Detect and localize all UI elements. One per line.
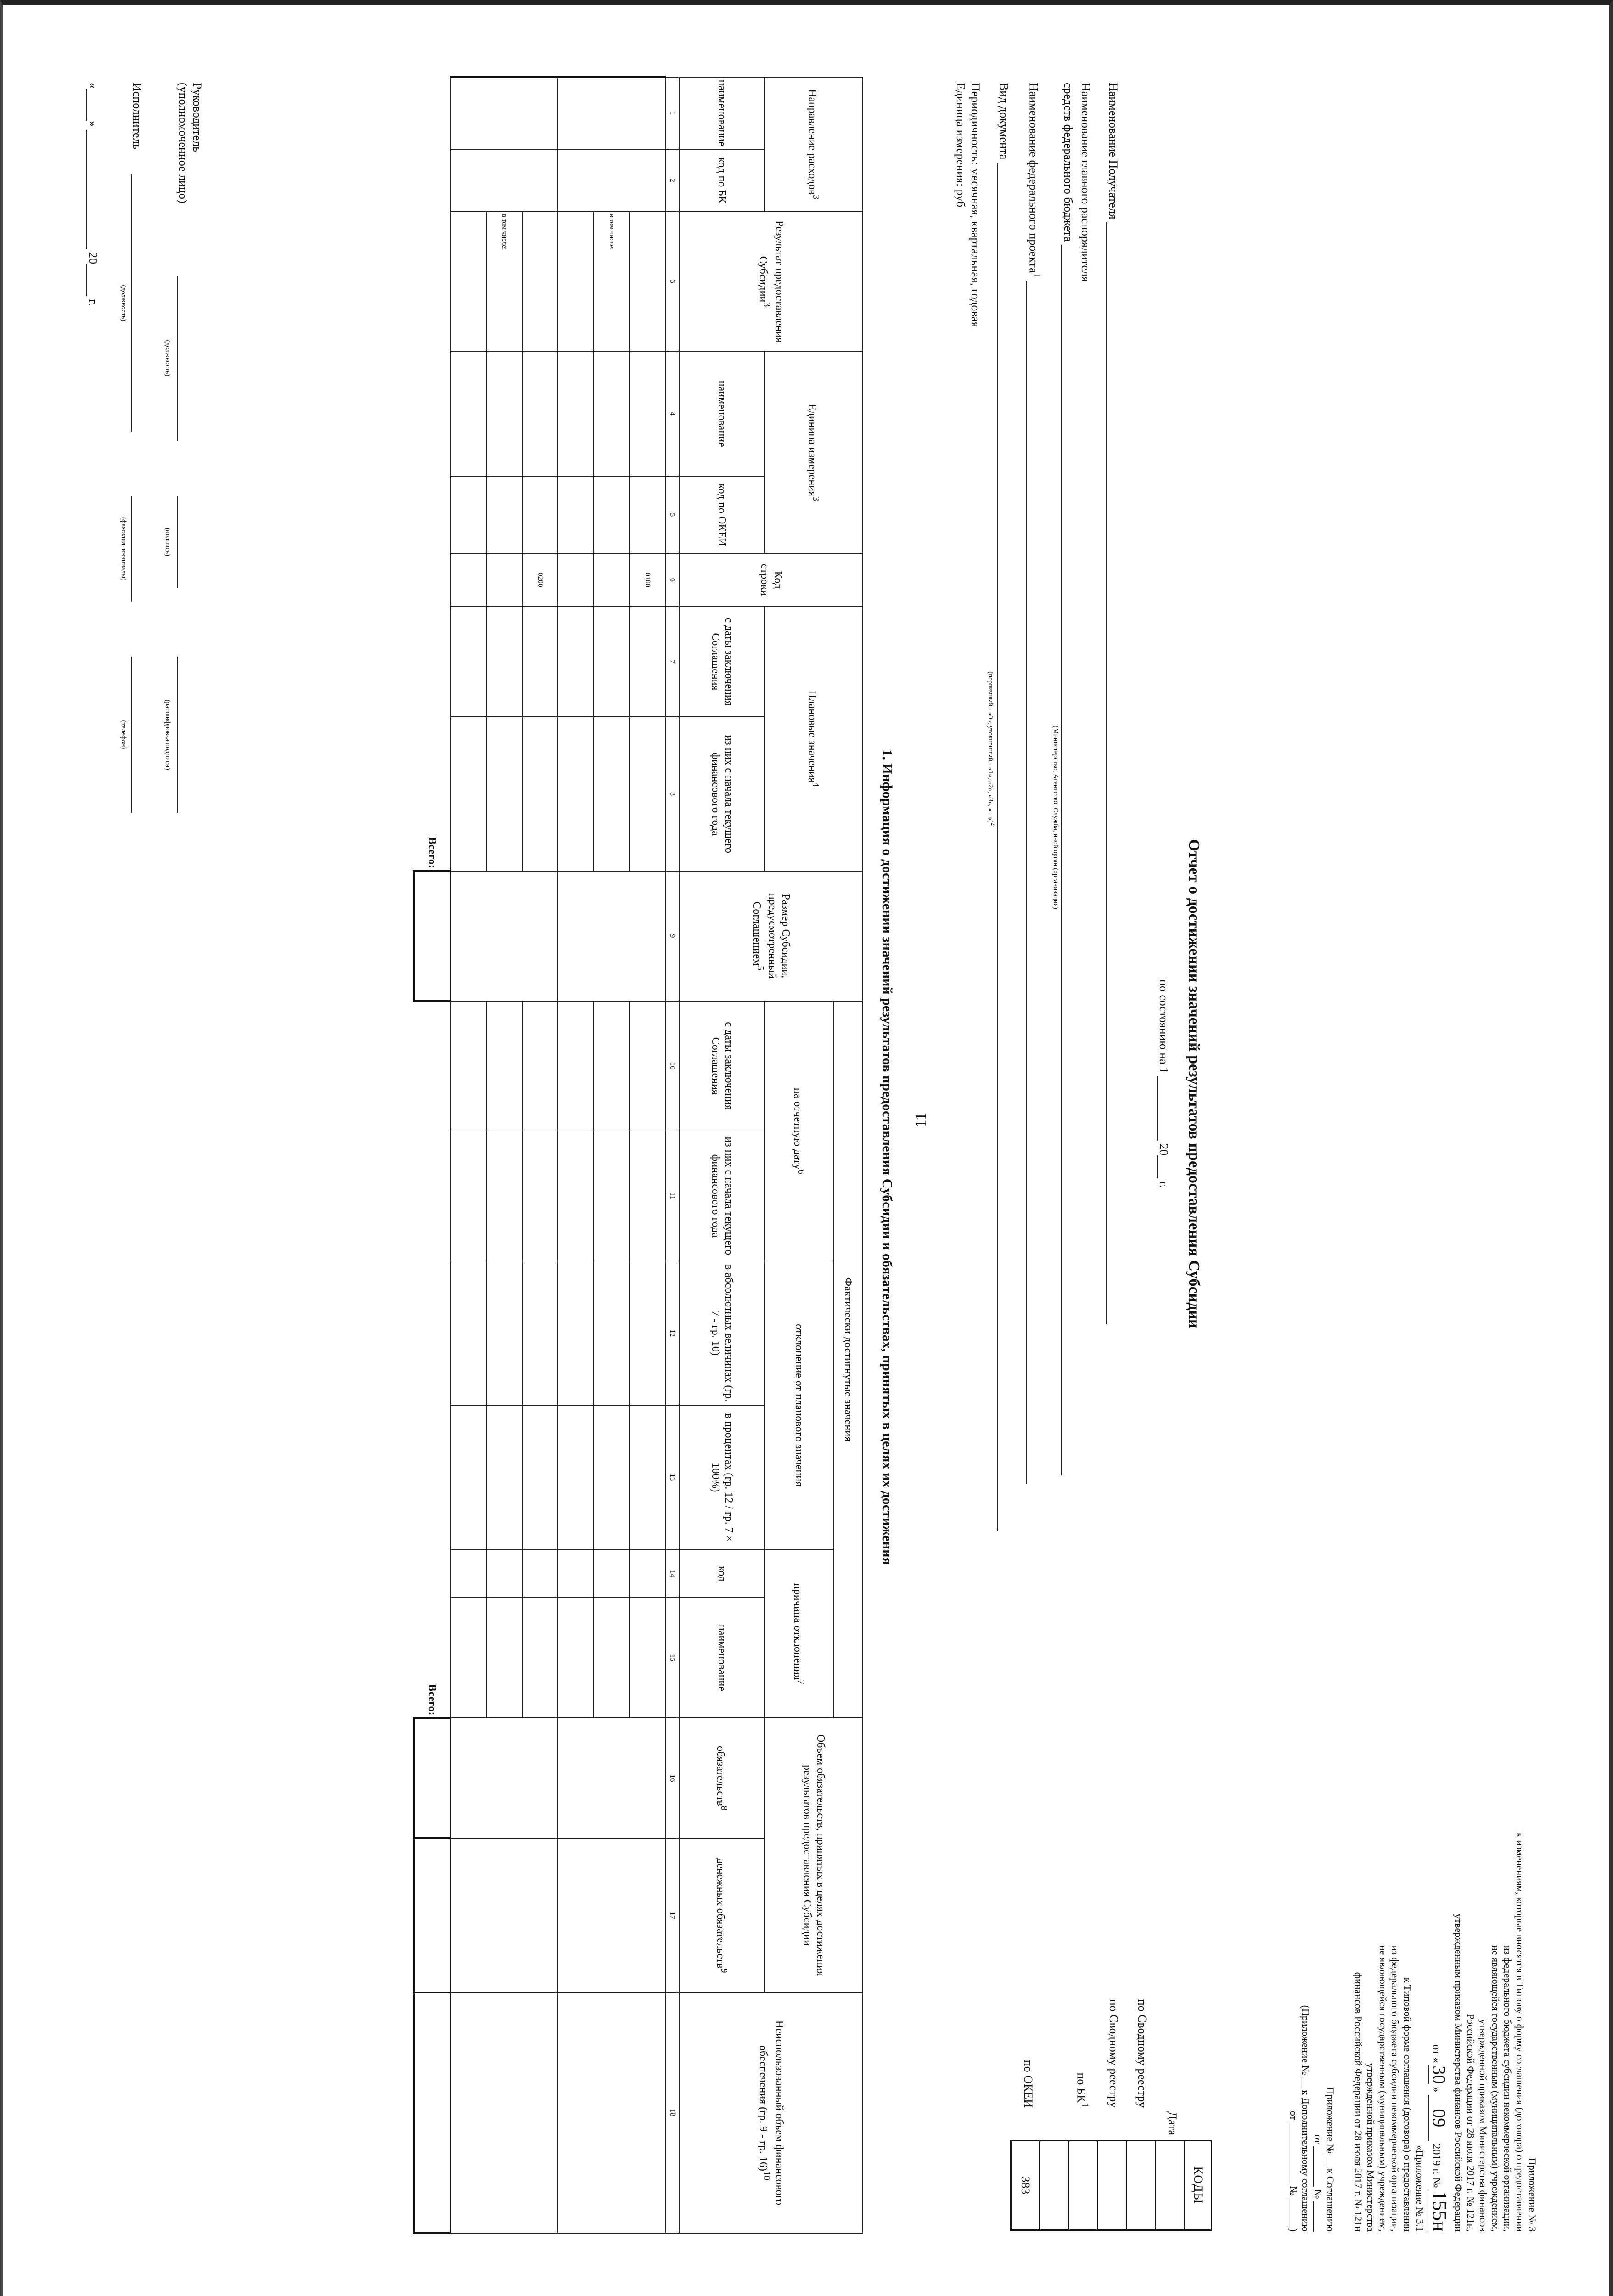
- total-label-left: Всего:: [426, 837, 438, 868]
- cell-direction-name[interactable]: [558, 77, 665, 149]
- federal-project-line[interactable]: [1026, 281, 1039, 1484]
- cell[interactable]: [558, 1261, 594, 1405]
- cell[interactable]: [558, 351, 594, 477]
- report-table: [413, 76, 863, 2234]
- cell[interactable]: [558, 1405, 594, 1549]
- hint-doc-type: (первичный - «0», уточненный - «1», «2», «3», «...»)$^2$: [987, 671, 996, 826]
- order-number: 155н: [1428, 2190, 1451, 2232]
- total-oblig[interactable]: [414, 1718, 450, 1838]
- th-plan-from-agreement: с даты заключения Соглашения: [679, 606, 764, 717]
- cell[interactable]: [450, 606, 486, 717]
- sub-note-line: утвержденной приказом Министерства: [1365, 2063, 1377, 2232]
- top-note-line: к изменениям, которые вносятся в Типовую форму соглашения (договора) о предоставлении: [1514, 1832, 1526, 2232]
- as-of-year-line[interactable]: [1157, 1155, 1169, 1178]
- gr-line[interactable]: [1061, 245, 1074, 1475]
- column-number-row: [665, 77, 679, 2234]
- cell[interactable]: [594, 1550, 629, 1598]
- hint-ministry: (Министерство, Агентство, Служба, иной орган (организация): [1052, 726, 1059, 909]
- field-gr: Наименование главного распорядителя: [1079, 83, 1092, 282]
- th-row-code: Код строки: [679, 553, 863, 606]
- executor-phone-line[interactable]: [131, 657, 144, 813]
- report-fields: [953, 83, 1120, 1552]
- cell[interactable]: [486, 1550, 522, 1598]
- cell[interactable]: [629, 351, 665, 477]
- cell[interactable]: [594, 1001, 629, 1131]
- col-num: 9: [665, 871, 679, 1001]
- col-num: 13: [665, 1405, 679, 1549]
- cell[interactable]: [486, 1598, 522, 1718]
- top-note: [1428, 1598, 1538, 2232]
- code-registry-1[interactable]: [1127, 2141, 1156, 2230]
- codes-label-registry-1: по Сводному реестру: [1135, 1999, 1149, 2108]
- col-num: 17: [665, 1838, 679, 1992]
- th-obligations: Объем обязательств, принятых в целях достижения результатов предоставления Субсидии: [764, 1718, 863, 1992]
- date-day-line[interactable]: [86, 89, 99, 121]
- cell-in-that-number: в том числе:: [486, 212, 522, 351]
- col-num: 4: [665, 351, 679, 477]
- sub-note-line: из федерального бюджета субсидии некоммерческой организации,: [1389, 1945, 1401, 2232]
- cell-in-that-number: в том числе:: [594, 212, 629, 351]
- cell-result[interactable]: [629, 212, 665, 351]
- cell[interactable]: [629, 606, 665, 717]
- col-num: 18: [665, 1992, 679, 2233]
- signature-executor-row: Исполнитель: [128, 83, 144, 1460]
- cell[interactable]: [558, 717, 594, 871]
- head-decode-line[interactable]: [177, 657, 190, 813]
- cell[interactable]: [558, 1598, 594, 1718]
- cell[interactable]: [558, 1001, 594, 1131]
- cell-oblig[interactable]: [450, 1718, 558, 1838]
- cell[interactable]: [522, 1261, 558, 1405]
- signature-block: [86, 83, 204, 1460]
- signature-executor-captions: (должность) (фамилия, инициалы) (телефон): [119, 285, 127, 749]
- cell[interactable]: [558, 476, 594, 553]
- total-unused[interactable]: [414, 1992, 450, 2233]
- code-okei[interactable]: 383: [1011, 2141, 1040, 2230]
- total-label-right: Всего:: [426, 1684, 438, 1716]
- sub-note-line: не являющейся государственным (муниципальным) учреждением,: [1377, 1945, 1389, 2232]
- cell-result[interactable]: [522, 212, 558, 351]
- th-money-oblig: денежных обязательств$^9$: [679, 1838, 764, 1992]
- th-dev-abs: в абсолютных величинах (гр. 7 - гр. 10): [679, 1261, 764, 1405]
- top-note-line: Российской Федерации от 28 июля 2017 г. № 121н,: [1465, 2014, 1477, 2232]
- codes-label-registry-2: по Сводному реестру: [1107, 1999, 1120, 2108]
- th-dev-pct: в процентах (гр. 12 / гр. 7 × 100%): [679, 1405, 764, 1549]
- col-num: 7: [665, 606, 679, 717]
- cell-code-bk[interactable]: [450, 149, 558, 212]
- cell[interactable]: [629, 1131, 665, 1261]
- cell[interactable]: [450, 1550, 486, 1598]
- page-number: 11: [912, 1112, 930, 1128]
- field-doc-type: Вид документа: [996, 83, 1011, 1552]
- th-unit: Единица измерения$^3$: [764, 351, 863, 553]
- cell[interactable]: [629, 717, 665, 871]
- codes-label-bk: по $БК^1$: [1074, 2072, 1090, 2108]
- cell[interactable]: [594, 351, 629, 477]
- cell[interactable]: [629, 1261, 665, 1405]
- th-unit-code: код по ОКЕИ: [679, 476, 764, 553]
- field-federal-project: Наименование федерального проекта$^1$: [1011, 83, 1043, 1552]
- cell[interactable]: [558, 1550, 594, 1598]
- col-num: 11: [665, 1131, 679, 1261]
- table-row: [629, 77, 665, 2234]
- sub-note: [1352, 1598, 1426, 2232]
- cell[interactable]: [486, 606, 522, 717]
- executor-fio-line[interactable]: [131, 496, 144, 602]
- cell[interactable]: [522, 606, 558, 717]
- top-note-line: Приложение № 3: [1527, 2157, 1538, 2232]
- cell[interactable]: [486, 351, 522, 477]
- report-as-of: по состоянию на 1 20 г.: [1157, 979, 1170, 1188]
- head-signature-line[interactable]: [177, 496, 190, 588]
- th-deviation: отклонение от планового значения: [764, 1261, 833, 1550]
- cell[interactable]: [629, 1550, 665, 1598]
- codes-table: [1010, 2140, 1212, 2231]
- cell[interactable]: [594, 1598, 629, 1718]
- cell[interactable]: [594, 1405, 629, 1549]
- cell-money-oblig[interactable]: [450, 1838, 558, 1992]
- top-note-line: утвержденным приказом Министерства финансов Российской Федерации: [1453, 1913, 1465, 2232]
- code-registry-2[interactable]: [1098, 2141, 1127, 2230]
- sub-note-line: «Приложение № 3.1: [1414, 2145, 1426, 2232]
- signature-head-row: (уполномоченное лицо): [172, 83, 190, 1460]
- date-month-line[interactable]: [86, 130, 99, 249]
- cell-unused[interactable]: [558, 1992, 665, 2233]
- cell[interactable]: [629, 476, 665, 553]
- cell[interactable]: [594, 476, 629, 553]
- top-note-line: утвержденной приказом Министерства финансов: [1477, 2019, 1489, 2232]
- table-row: [522, 77, 558, 2234]
- cell-unused[interactable]: [450, 1992, 558, 2233]
- cell-row-code: 0100: [629, 553, 665, 606]
- cell[interactable]: [522, 1001, 558, 1131]
- cell[interactable]: [486, 1001, 522, 1131]
- field-unit: Единица измерения: руб: [954, 83, 967, 208]
- cell-subsidy-size[interactable]: [558, 871, 665, 1001]
- cell[interactable]: [558, 212, 594, 351]
- cell[interactable]: [629, 1001, 665, 1131]
- cell[interactable]: [486, 1261, 522, 1405]
- col-num: 1: [665, 77, 679, 149]
- cell-row-code: 0200: [522, 553, 558, 606]
- date-year-line[interactable]: [86, 264, 99, 296]
- appendix-note: Приложение № __ к Соглашению от ________ № ______ (Приложение № __ к Дополнительному соглашению от ____________ № ______): [1287, 2005, 1336, 2232]
- th-unused: Неиспользованный объем финансового обеспечения (гр. 9 - гр. 16)$^{10}$: [679, 1992, 863, 2233]
- codes-label-okei: по ОКЕИ: [1022, 2060, 1035, 2108]
- sub-note-line: к Типовой форме соглашения (договора) о предоставлении: [1402, 1977, 1414, 2232]
- th-on-date-of-them: из них с начала текущего финансового года: [679, 1131, 764, 1261]
- field-periodicity: Периодичность: месячная, квартальная, годовая: [969, 83, 982, 327]
- codes-label-date: Дата: [1166, 2111, 1179, 2135]
- cell[interactable]: [450, 212, 486, 351]
- col-num: 3: [665, 212, 679, 351]
- total-subsidy-size[interactable]: [414, 871, 450, 1001]
- cell[interactable]: [629, 1405, 665, 1549]
- order-month: 09: [1428, 2095, 1450, 2141]
- code-date[interactable]: [1156, 2141, 1185, 2230]
- cell[interactable]: [594, 717, 629, 871]
- th-unit-name: наименование: [679, 351, 764, 477]
- cell[interactable]: [522, 1598, 558, 1718]
- cell[interactable]: [450, 1131, 486, 1261]
- code-empty[interactable]: [1040, 2141, 1069, 2230]
- cell[interactable]: [450, 351, 486, 477]
- cell[interactable]: [450, 1001, 486, 1131]
- col-num: 12: [665, 1261, 679, 1405]
- cell[interactable]: [486, 476, 522, 553]
- field-gr-2: средств федерального бюджета: [1060, 83, 1075, 1552]
- cell[interactable]: [486, 1131, 522, 1261]
- codes-label-empty: [1042, 1745, 1071, 2108]
- cell[interactable]: [522, 1131, 558, 1261]
- cell[interactable]: [522, 1550, 558, 1598]
- total-money-oblig[interactable]: [414, 1838, 450, 1992]
- top-note-line: из федерального бюджета субсидии некоммерческой организации,: [1502, 1945, 1514, 2232]
- th-on-date-from-agreement: с даты заключения Соглашения: [679, 1001, 764, 1131]
- as-of-month-line[interactable]: [1157, 1076, 1169, 1141]
- doc-type-line[interactable]: [997, 163, 1010, 1531]
- cell-money-oblig[interactable]: [558, 1838, 665, 1992]
- cell[interactable]: [450, 1261, 486, 1405]
- th-on-date: на отчетную дату$^6$: [764, 1001, 833, 1261]
- cell[interactable]: [594, 1261, 629, 1405]
- th-result: Результат предоставления Субсидии$^3$: [679, 212, 863, 351]
- order-line: от « 30 » 09 2019 г. № 155н: [1428, 2044, 1451, 2232]
- sub-note-line: финансов Российской Федерации от 28 июля 2017 г. № 121н: [1352, 1972, 1364, 2232]
- cell[interactable]: [522, 1405, 558, 1549]
- th-actual: Фактически достигнутые значения: [833, 1001, 863, 1718]
- cell[interactable]: [522, 351, 558, 477]
- code-bk[interactable]: [1069, 2141, 1098, 2230]
- col-num: 2: [665, 149, 679, 212]
- th-reason-code: код: [679, 1550, 764, 1598]
- cell-oblig[interactable]: [558, 1718, 665, 1838]
- cell[interactable]: [450, 1598, 486, 1718]
- col-num: 14: [665, 1550, 679, 1598]
- field-recipient: Наименование Получателя: [1093, 83, 1120, 1552]
- col-num: 10: [665, 1001, 679, 1131]
- recipient-line[interactable]: [1106, 222, 1119, 1324]
- col-num: 15: [665, 1598, 679, 1718]
- cell[interactable]: [486, 717, 522, 871]
- signature-head-captions: (должность) (подпись) (расшифровка подписи): [163, 340, 171, 770]
- th-name: наименование: [679, 77, 764, 149]
- cell-code-bk[interactable]: [558, 149, 665, 212]
- head-position-line[interactable]: [177, 276, 190, 441]
- cell[interactable]: [594, 553, 629, 606]
- top-note-line: не являющейся государственным (муниципальным) учреждением,: [1489, 1945, 1501, 2232]
- th-direction: Направление расходов$^3$: [764, 77, 863, 212]
- col-num: 5: [665, 476, 679, 553]
- section1-title: 1. Информация о достижении значений результатов предоставления Субсидии и обязательствах, принятых в целях их достижения: [880, 749, 895, 1565]
- cell[interactable]: [558, 553, 594, 606]
- cell[interactable]: [594, 1131, 629, 1261]
- cell-direction-name[interactable]: [450, 77, 558, 149]
- th-plan-of-them: из них с начала текущего финансового года: [679, 717, 764, 871]
- cell[interactable]: [450, 717, 486, 871]
- cell[interactable]: [522, 717, 558, 871]
- cell[interactable]: [629, 1598, 665, 1718]
- cell[interactable]: [486, 553, 522, 606]
- signature-date-row: «» 20 г.: [86, 83, 100, 306]
- report-title: Отчет о достижении значений результатов предоставления Субсидии: [1186, 839, 1203, 1328]
- col-num: 8: [665, 717, 679, 871]
- cell-subsidy-size[interactable]: [450, 871, 558, 1001]
- codes-label-column: [1014, 1745, 1185, 2108]
- cell[interactable]: [558, 1131, 594, 1261]
- col-num: 16: [665, 1718, 679, 1838]
- cell[interactable]: [558, 606, 594, 717]
- th-reason-name: наименование: [679, 1598, 764, 1718]
- signature-head-label: Руководитель: [191, 83, 204, 152]
- codes-header: КОДЫ: [1185, 2141, 1212, 2230]
- col-num: 6: [665, 553, 679, 606]
- th-plan: Плановые значения$^4$: [764, 606, 863, 871]
- th-reason: причина отклонения$^7$: [764, 1550, 833, 1718]
- th-oblig: обязательств$^8$: [679, 1718, 764, 1838]
- total-row: [414, 77, 450, 2234]
- cell[interactable]: [450, 476, 486, 553]
- cell[interactable]: [450, 1405, 486, 1549]
- order-day: 30: [1429, 2065, 1450, 2084]
- th-code-bk: код по БК: [679, 149, 764, 212]
- th-subsidy-size: Размер Субсидии, предусмотренный Соглашением$^5$: [679, 871, 863, 1001]
- rotated-document: [60, 73, 1547, 2241]
- cell[interactable]: [486, 1405, 522, 1549]
- cell[interactable]: [594, 606, 629, 717]
- cell[interactable]: [522, 476, 558, 553]
- cell[interactable]: [450, 553, 486, 606]
